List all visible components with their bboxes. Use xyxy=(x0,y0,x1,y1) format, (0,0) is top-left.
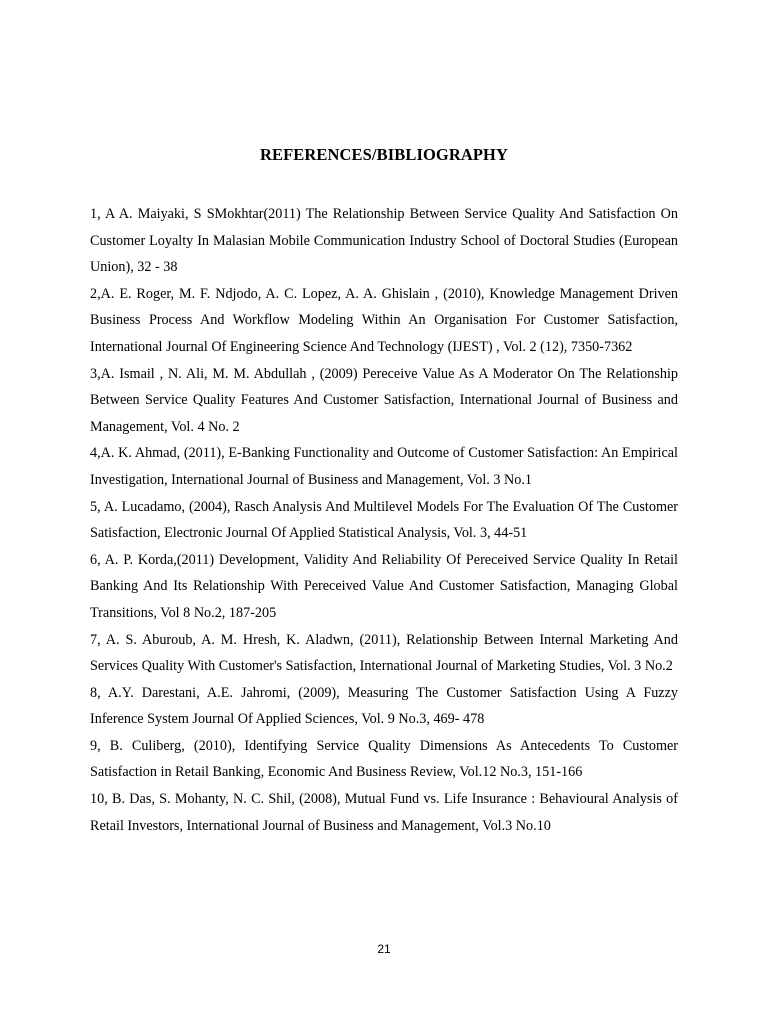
page-number: 21 xyxy=(377,942,391,956)
reference-list xyxy=(90,201,678,839)
reference-item-7: 7, A. S. Aburoub, A. M. Hresh, K. Aladwn, (2011), Relationship Between Internal Marketing And Services Quality With Customer's Satisfaction, International Journal of Marketing Studies, Vol. 3 No.2 xyxy=(90,631,678,675)
reference-item-5: 5, A. Lucadamo, (2004), Rasch Analysis And Multilevel Models For The Evaluation Of The Customer Satisfaction, Electronic Journal Of Applied Statistical Analysis, Vol. 3, 44-51 xyxy=(90,498,678,542)
reference-item-4: 4,A. K. Ahmad, (2011), E-Banking Functionality and Outcome of Customer Satisfaction: An Empirical Investigation, International Journal of Business and Management, Vol. 3 No.1 xyxy=(90,445,678,488)
reference-item-6: 6, A. P. Korda,(2011) Development, Validity And Reliability Of Pereceived Service Quality In Retail Banking And Its Relationship With Pereceived Value And Customer Satisfaction, Managing Global Transitions, Vol 8 No.2, 187-205 xyxy=(90,551,678,621)
reference-item-2: 2,A. E. Roger, M. F. Ndjodo, A. C. Lopez, A. A. Ghislain , (2010), Knowledge Management Driven Business Process And Workflow Modeling Within An Organisation For Customer Satisfaction, International Journal Of Engineering Science And Technology (IJEST) , Vol. 2 (12), 7350-7362 xyxy=(90,285,678,355)
reference-item-9: 9, B. Culiberg, (2010), Identifying Service Quality Dimensions As Antecedents To Customer Satisfaction in Retail Banking, Economic And Business Review, Vol.12 No.3, 151-166 xyxy=(90,737,678,781)
reference-item-8: 8, A.Y. Darestani, A.E. Jahromi, (2009), Measuring The Customer Satisfaction Using A Fuzzy Inference System Journal Of Applied Sciences, Vol. 9 No.3, 469- 478 xyxy=(90,684,678,728)
reference-item-10: 10, B. Das, S. Mohanty, N. C. Shil, (2008), Mutual Fund vs. Life Insurance : Behavioural Analysis of Retail Investors, International Journal of Business and Management, Vol.3 No.10 xyxy=(90,791,678,834)
page-title: REFERENCES/BIBLIOGRAPHY xyxy=(259,145,508,164)
reference-item-1: 1, A A. Maiyaki, S SMokhtar(2011) The Relationship Between Service Quality And Satisfaction On Customer Loyalty In Malasian Mobile Communication Industry School of Doctoral Studies (European Union), 32 - 38 xyxy=(90,206,678,276)
reference-item-3: 3,A. Ismail , N. Ali, M. M. Abdullah , (2009) Pereceive Value As A Moderator On The Relationship Between Service Quality Features And Customer Satisfaction, International Journal of Business and Management, Vol. 4 No. 2 xyxy=(90,365,678,435)
